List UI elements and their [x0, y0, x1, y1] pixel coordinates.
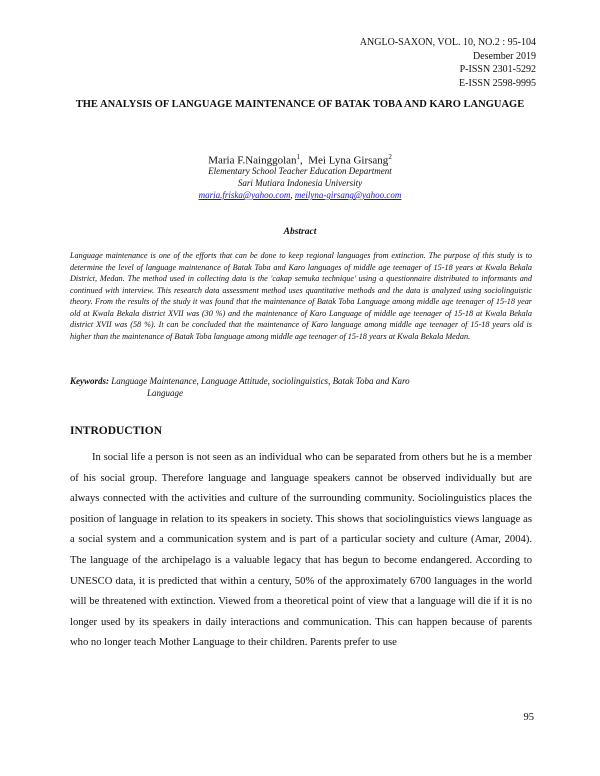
author-1-affil-mark: 1	[296, 153, 301, 161]
affiliation-department: Elementary School Teacher Education Department	[208, 166, 392, 176]
author-1: Maria F.Nainggolan	[208, 154, 297, 167]
abstract-text: Language maintenance is one of the efforts that can be done to keep regional languages from extinction. The purpose of this study is to determine the level of language maintenance of Batak Toba and Karo languages of middle age teenager of 15-18 years at Kwala Bekala District, Medan. The method used in collecting data is the 'cakap semuka technique' using a questionnaire distributed to informants and continued with interview. This research data assessment method uses quantitative methods and the data is analyzed using sociolinguistic theory. From the results of the study it was found that the maintenance of Batak Toba Language among middle age teenager of 15-18 year old at Kwala Bekala district XVII was (30 %) and the maintenance of Karo Language of middle age teenager of 15-18 at Kwala Bekala district XVII was (58 %). It can be concluded that the maintenance of Karo language among middle age teenager of 15-18 years old is higher than the maintenance of Batak Toba language among middle age teenager of 15-18 years at Kwala Bekala Medan.	[70, 251, 532, 341]
keywords-list-continued: Language	[147, 387, 183, 398]
affiliation-university: Sari Mutiara Indonesia University	[237, 178, 363, 188]
abstract-heading: Abstract	[283, 227, 317, 237]
journal-date: Desember 2019	[472, 50, 536, 62]
email-separator: ,	[290, 190, 295, 200]
journal-pissn: P-ISSN 2301-5292	[459, 64, 536, 75]
author-2: Mei Lyna Girsang	[308, 154, 389, 167]
page-number: 95	[523, 712, 534, 723]
journal-info	[360, 36, 536, 90]
author-separator: ,	[300, 154, 309, 167]
journal-volume: ANGLO-SAXON, VOL. 10, NO.2 : 95-104	[359, 37, 536, 48]
paper-title: THE ANALYSIS OF LANGUAGE MAINTENANCE OF BATAK TOBA AND KARO LANGUAGE	[75, 99, 525, 110]
keywords	[70, 376, 510, 399]
author-emails	[70, 190, 530, 202]
keywords-list: Language Maintenance, Language Attitude, sociolinguistics, Batak Toba and Karo	[111, 376, 410, 386]
journal-eissn: E-ISSN 2598-9995	[459, 77, 536, 89]
section-heading-introduction: INTRODUCTION	[70, 425, 163, 437]
email-link-1[interactable]: maria.friska@yahoo.com	[198, 190, 291, 200]
email-link-2[interactable]: meilyna-girsang@yahoo.com	[294, 190, 402, 200]
keywords-label: Keywords:	[70, 376, 109, 386]
author-2-affil-mark: 2	[388, 153, 392, 161]
introduction-paragraph: In social life a person is not seen as an individual who can be separated from others but he is a member of his social group. Therefore language and language speakers cannot be observed individually but are always connected with the activities and culture of the surrounding community. Sociolinguistics places the position of language in relation to its speakers in society. This shows that sociolinguistics views language as a social system and a communication system and is part of a particular society and culture (Amar, 2004). The language of the archipelago is a valuable legacy that has begun to become endangered. According to UNESCO data, it is predicted that within a century, 50% of the approximately 6700 languages in the world will be threatened with extinction. Viewed from a theoretical point of view that a language will die if it is no longer used by its speakers in daily interactions and communication. This can happen because of parents who no longer teach Mother Language to their children. Parents prefer to use	[70, 452, 532, 649]
